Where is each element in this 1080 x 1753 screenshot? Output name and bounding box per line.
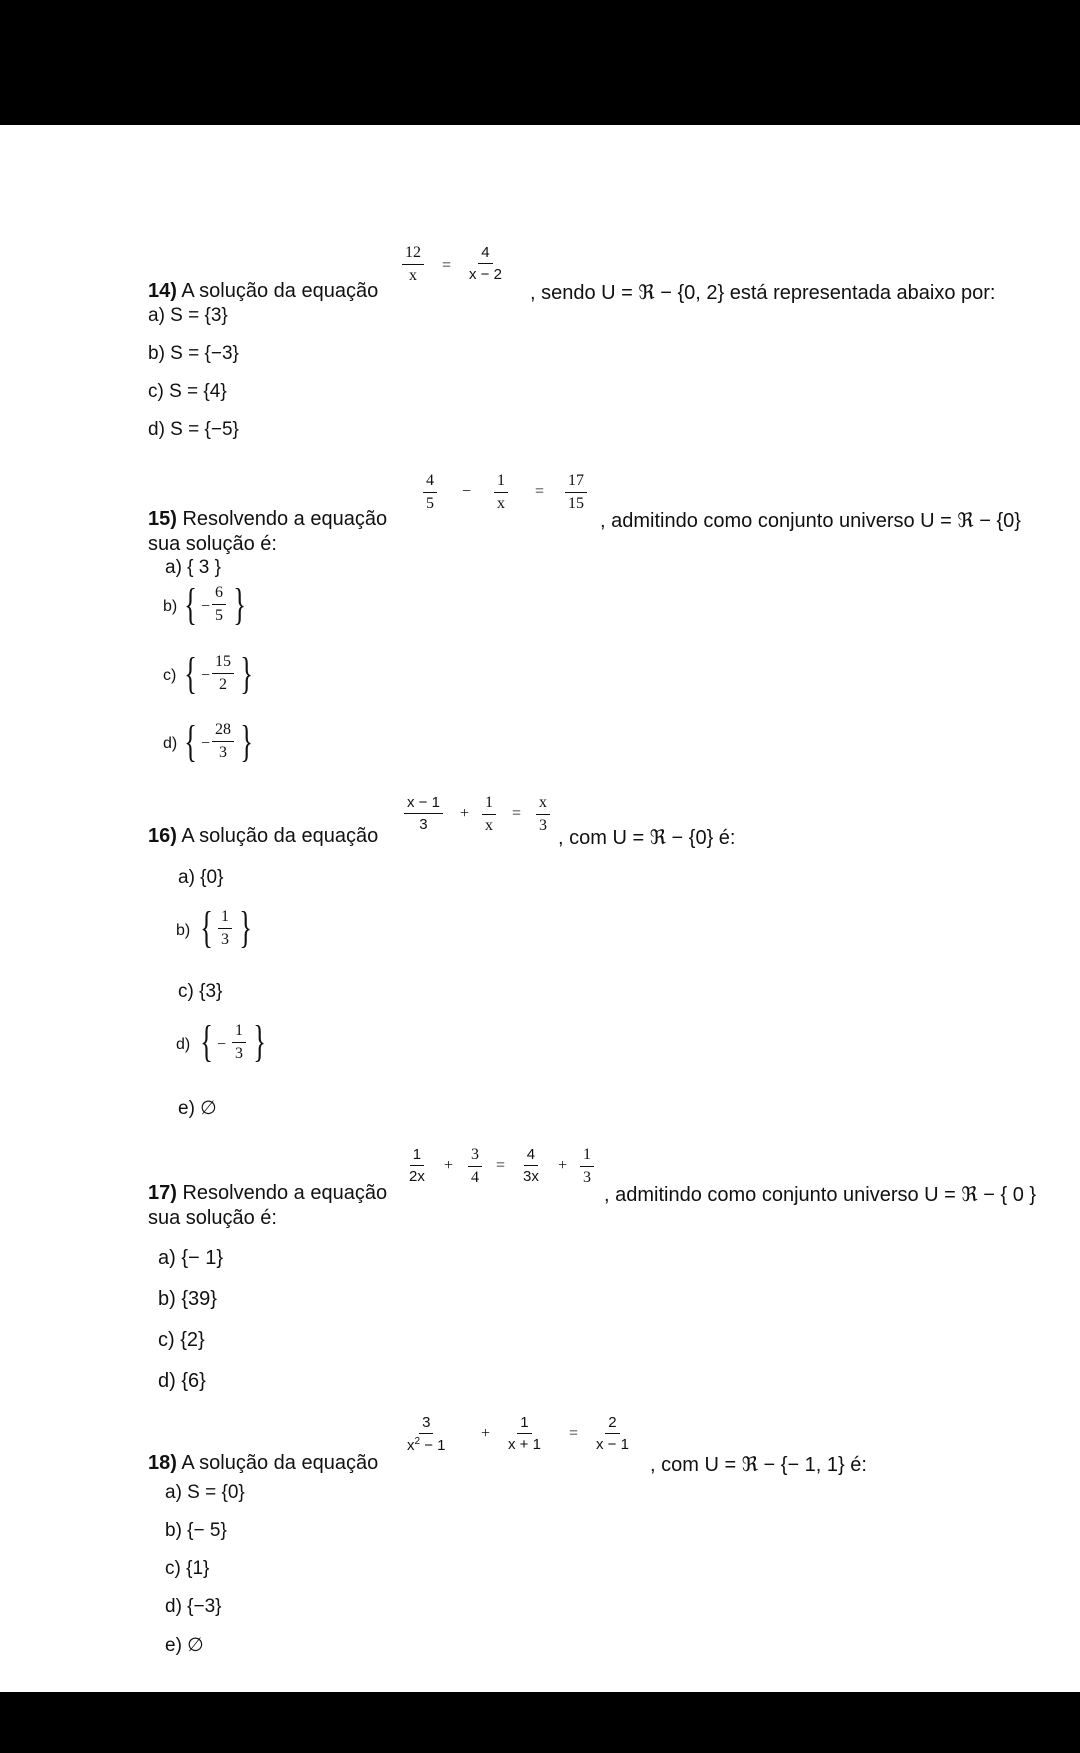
- q18-condition: , com U = ℜ − {− 1, 1} é:: [650, 1454, 867, 1476]
- q16-equals: =: [512, 805, 522, 822]
- question-18-text: 18) A solução da equação: [148, 1452, 379, 1474]
- q16-option-e: e) ∅: [178, 1098, 217, 1119]
- q18-option-b: b) {− 5}: [165, 1520, 227, 1541]
- right-brace-icon: }: [239, 903, 252, 952]
- q15-fraction-3: $\frac{17}{15}$: [565, 473, 587, 512]
- left-brace-icon: {: [184, 580, 197, 629]
- left-brace-icon: {: [200, 903, 213, 952]
- q15-option-a: a) { 3 }: [165, 557, 221, 578]
- q16-condition: , com U = ℜ − {0} é:: [558, 827, 736, 849]
- q18-option-d: d) {−3}: [165, 1596, 222, 1617]
- q16-option-a: a) {0}: [178, 867, 224, 888]
- q16-plus: +: [460, 805, 470, 822]
- q17-option-d: d) {6}: [158, 1370, 206, 1392]
- q16-fraction-1: $\frac{x - 1}{3}$: [404, 795, 443, 832]
- q14-option-b: b) S = {−3}: [148, 343, 239, 364]
- q15-option-d-sign: −: [201, 735, 211, 752]
- question-16-text: 16) A solução da equação: [148, 825, 379, 847]
- top-black-bar: [0, 0, 1080, 125]
- q18-option-e: e) ∅: [165, 1635, 204, 1656]
- q17-condition: , admitindo como conjunto universo U = ℜ − { 0 }: [604, 1184, 1037, 1206]
- left-brace-icon: {: [184, 649, 197, 698]
- q16-option-b-letter: b): [176, 922, 191, 939]
- q15-fraction-2: $\frac{1}{x}$: [494, 473, 508, 512]
- q15-option-c-letter: c): [163, 667, 177, 684]
- q18-fraction-2: $\frac{1}{x + 1}$: [508, 1414, 541, 1453]
- q15-option-b-fraction: $\frac{6}{5}$: [212, 585, 226, 624]
- q14-condition: , sendo U = ℜ − {0, 2} está representada abaixo por:: [530, 282, 996, 304]
- q16-option-b-fraction: $\frac{1}{3}$: [218, 909, 232, 948]
- q17-fraction-3: $\frac{4}{3x}$: [523, 1146, 539, 1185]
- q14-equals: =: [442, 257, 452, 274]
- q17-plus-1: +: [444, 1157, 454, 1174]
- q18-equals: =: [569, 1425, 579, 1442]
- q15-option-c-fraction: $\frac{15}{2}$: [212, 654, 234, 693]
- q18-option-a: a) S = {0}: [165, 1482, 245, 1503]
- q16-option-d-sign: −: [217, 1036, 227, 1053]
- question-15-text: 15) Resolvendo a equação: [148, 508, 388, 530]
- q14-option-d: d) S = {−5}: [148, 419, 239, 440]
- q15-minus: −: [462, 483, 472, 500]
- q17-plus-2: +: [558, 1157, 568, 1174]
- q18-fraction-1: $\frac{3}{x^2 - 1}$: [407, 1414, 446, 1454]
- q15-option-d-fraction: $\frac{28}{3}$: [212, 722, 234, 761]
- q18-option-c: c) {1}: [165, 1558, 210, 1579]
- right-brace-icon: }: [240, 717, 253, 766]
- q15-option-b-sign: −: [201, 598, 211, 615]
- question-14-text: 14) A solução da equação: [148, 280, 379, 302]
- q15-option-c-sign: −: [201, 667, 211, 684]
- question-17-text: 17) Resolvendo a equação: [148, 1182, 388, 1204]
- q17-option-a: a) {− 1}: [158, 1247, 224, 1269]
- worksheet-page: [0, 125, 1080, 1692]
- q17-line-2: sua solução é:: [148, 1207, 277, 1229]
- bottom-black-bar: [0, 1692, 1080, 1753]
- q14-option-c: c) S = {4}: [148, 381, 227, 402]
- q17-fraction-2: $\frac{3}{4}$: [468, 1147, 482, 1186]
- left-brace-icon: {: [184, 717, 197, 766]
- q17-fraction-1: $\frac{1}{2x}$: [409, 1146, 425, 1185]
- right-brace-icon: }: [233, 580, 246, 629]
- right-brace-icon: }: [253, 1017, 266, 1066]
- q15-option-d-letter: d): [163, 735, 178, 752]
- left-brace-icon: {: [200, 1017, 213, 1066]
- q16-option-c: c) {3}: [178, 981, 223, 1002]
- q18-fraction-3: $\frac{2}{x - 1}$: [596, 1414, 629, 1453]
- q15-line-2: sua solução é:: [148, 533, 277, 555]
- q14-fraction-1: $\frac{12}{x}$: [402, 245, 424, 284]
- q15-fraction-1: $\frac{4}{5}$: [423, 473, 437, 512]
- q16-fraction-3: $\frac{x}{3}$: [536, 795, 550, 834]
- q14-fraction-2: $\frac{4}{x - 2}$: [469, 244, 502, 283]
- q17-equals: =: [496, 1157, 506, 1174]
- q15-equals: =: [535, 483, 545, 500]
- q17-option-b: b) {39}: [158, 1288, 217, 1310]
- q18-plus: +: [481, 1425, 491, 1442]
- q16-option-d-letter: d): [176, 1036, 191, 1053]
- q16-fraction-2: $\frac{1}{x}$: [482, 795, 496, 834]
- right-brace-icon: }: [240, 649, 253, 698]
- q17-fraction-4: $\frac{1}{3}$: [580, 1147, 594, 1186]
- q15-condition: , admitindo como conjunto universo U = ℜ − {0}: [600, 510, 1021, 532]
- q17-option-c: c) {2}: [158, 1329, 205, 1351]
- q14-option-a: a) S = {3}: [148, 305, 228, 326]
- q16-option-d-fraction: $\frac{1}{3}$: [232, 1023, 246, 1062]
- q15-option-b-letter: b): [163, 598, 178, 615]
